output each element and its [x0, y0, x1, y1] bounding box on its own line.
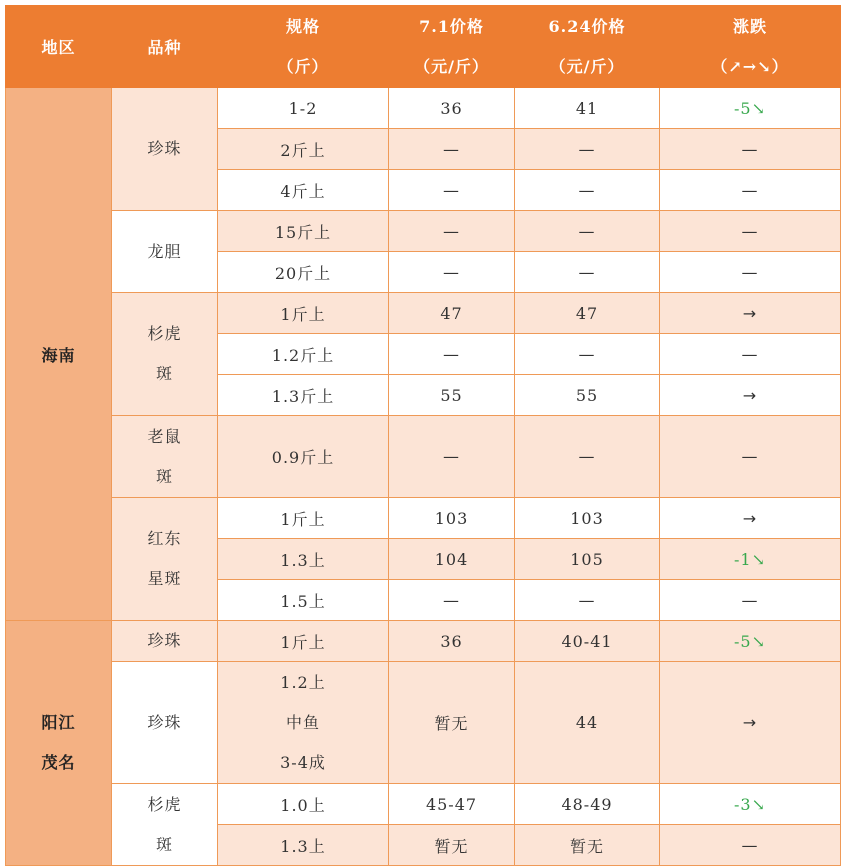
header-price-0701-unit: （元/斤） — [414, 56, 489, 76]
change-cell: — — [660, 334, 841, 375]
header-price-0624 — [515, 6, 660, 88]
change-cell: → — [660, 375, 841, 416]
price-0624-cell: 暂无 — [515, 825, 660, 866]
table-row — [6, 621, 841, 662]
spec-cell: 0.9斤上 — [218, 416, 389, 498]
header-variety: 品种 — [112, 6, 218, 88]
spec-line: 3-4成 — [280, 752, 326, 772]
price-0624-cell: 55 — [515, 375, 660, 416]
spec-cell: 1.2斤上 — [218, 334, 389, 375]
header-spec-unit: （斤） — [277, 56, 329, 76]
change-cell: — — [660, 170, 841, 211]
price-0624-cell: — — [515, 170, 660, 211]
spec-cell: 4斤上 — [218, 170, 389, 211]
price-0624-cell: 40-41 — [515, 621, 660, 662]
price-0624-cell: 41 — [515, 88, 660, 129]
price-0701-cell: 104 — [389, 539, 515, 580]
change-cell: — — [660, 416, 841, 498]
header-row — [6, 6, 841, 88]
spec-line: 中鱼 — [285, 712, 320, 732]
change-cell: — — [660, 825, 841, 866]
price-0624-cell: 103 — [515, 498, 660, 539]
spec-cell: 2斤上 — [218, 129, 389, 170]
price-0701-cell: 暂无 — [389, 662, 515, 784]
price-table — [5, 5, 841, 866]
price-0701-cell: 45-47 — [389, 784, 515, 825]
header-change-legend: （↗→↘） — [711, 56, 789, 76]
change-cell: → — [660, 662, 841, 784]
change-cell: → — [660, 498, 841, 539]
variety-cell — [112, 293, 218, 416]
change-cell: -3↘ — [660, 784, 841, 825]
price-0701-cell: 103 — [389, 498, 515, 539]
variety-cell — [112, 416, 218, 498]
header-spec-title: 规格 — [285, 16, 320, 36]
spec-cell: 15斤上 — [218, 211, 389, 252]
variety-cell: 珍珠 — [112, 88, 218, 211]
spec-cell: 1.3上 — [218, 825, 389, 866]
header-price-0624-title: 6.24价格 — [548, 16, 626, 36]
table-row — [6, 784, 841, 825]
variety-cell: 珍珠 — [112, 621, 218, 662]
price-0701-cell: — — [389, 211, 515, 252]
change-cell: → — [660, 293, 841, 334]
price-0701-cell: 36 — [389, 88, 515, 129]
spec-cell: 1.3上 — [218, 539, 389, 580]
table-row — [6, 662, 841, 784]
table-row — [6, 88, 841, 129]
spec-cell: 1.0上 — [218, 784, 389, 825]
price-0624-cell: — — [515, 211, 660, 252]
variety-cell — [112, 498, 218, 621]
table-row — [6, 416, 841, 498]
variety-label-line: 斑 — [155, 834, 173, 854]
header-spec — [218, 6, 389, 88]
change-cell: -5↘ — [660, 621, 841, 662]
header-price-0701 — [389, 6, 515, 88]
price-0701-cell: — — [389, 129, 515, 170]
header-region: 地区 — [6, 6, 112, 88]
variety-label-line: 红东 — [147, 529, 182, 548]
variety-cell — [112, 784, 218, 866]
spec-line: 1.2上 — [280, 672, 326, 692]
header-price-0701-title: 7.1价格 — [419, 16, 484, 36]
spec-cell — [218, 662, 389, 784]
variety-cell: 龙胆 — [112, 211, 218, 293]
change-cell: — — [660, 252, 841, 293]
table-row — [6, 293, 841, 334]
price-0624-cell: 105 — [515, 539, 660, 580]
header-change — [660, 6, 841, 88]
spec-cell: 1-2 — [218, 88, 389, 129]
price-0624-cell: — — [515, 334, 660, 375]
price-0701-cell: — — [389, 580, 515, 621]
price-0624-cell: — — [515, 252, 660, 293]
price-0701-cell: — — [389, 252, 515, 293]
price-0701-cell: 36 — [389, 621, 515, 662]
price-0701-cell: 暂无 — [389, 825, 515, 866]
price-0701-cell: 55 — [389, 375, 515, 416]
spec-cell: 1斤上 — [218, 498, 389, 539]
header-price-0624-unit: （元/斤） — [549, 56, 625, 76]
region-cell-hainan: 海南 — [6, 88, 112, 621]
variety-label-line: 杉虎 — [147, 794, 182, 814]
spec-cell: 1斤上 — [218, 293, 389, 334]
region-label-line: 茂名 — [41, 753, 76, 772]
price-0701-cell: — — [389, 170, 515, 211]
table-row — [6, 211, 841, 252]
change-cell: — — [660, 129, 841, 170]
change-cell: — — [660, 211, 841, 252]
price-0624-cell: — — [515, 416, 660, 498]
region-label-line: 阳江 — [41, 713, 76, 732]
region-cell-yangjiang-maoming — [6, 621, 112, 866]
price-0624-cell: 47 — [515, 293, 660, 334]
table-row — [6, 498, 841, 539]
price-0701-cell: 47 — [389, 293, 515, 334]
change-cell: -5↘ — [660, 88, 841, 129]
price-0624-cell: 48-49 — [515, 784, 660, 825]
price-0624-cell: — — [515, 580, 660, 621]
spec-cell: 1.5上 — [218, 580, 389, 621]
spec-cell: 1斤上 — [218, 621, 389, 662]
variety-label-line: 斑 — [155, 364, 173, 383]
price-0624-cell: — — [515, 129, 660, 170]
price-0701-cell: — — [389, 334, 515, 375]
price-0624-cell: 44 — [515, 662, 660, 784]
variety-label-line: 斑 — [155, 466, 173, 486]
variety-label-line: 杉虎 — [147, 324, 182, 343]
variety-cell: 珍珠 — [112, 662, 218, 784]
variety-label-line: 老鼠 — [147, 426, 182, 446]
price-0701-cell: — — [389, 416, 515, 498]
change-cell: — — [660, 580, 841, 621]
variety-label-line: 星斑 — [147, 569, 182, 588]
header-change-title: 涨跌 — [732, 16, 767, 36]
change-cell: -1↘ — [660, 539, 841, 580]
spec-cell: 20斤上 — [218, 252, 389, 293]
spec-cell: 1.3斤上 — [218, 375, 389, 416]
